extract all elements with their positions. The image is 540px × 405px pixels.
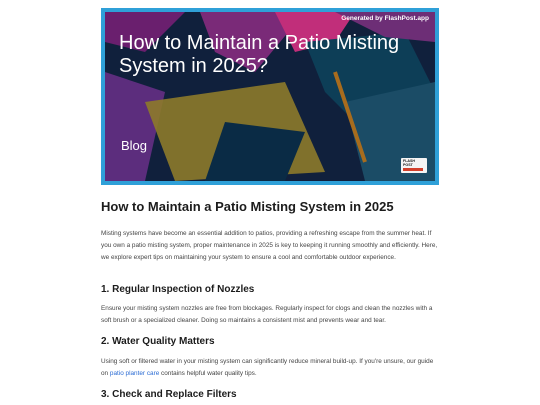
logo-accent-bar [403, 168, 423, 171]
hero-background [105, 12, 435, 181]
article-title: How to Maintain a Patio Misting System in 2025 [101, 199, 394, 214]
section-2-body-start: Using soft or filtered water in your misting system can significantly reduce mineral build-up. If you're unsure, our guide on [101, 358, 434, 377]
article-content [101, 198, 439, 402]
generated-by-label: Generated by FlashPost.app [341, 15, 429, 22]
section-1-body: Ensure your misting system nozzles are free from blockages. Regularly inspect for clogs and clean the nozzles with a soft brush or a specialized cleaner. Doing so maintains a consistent mist and prevents wear and tear. [101, 305, 433, 324]
logo-text-post: POST [403, 163, 413, 167]
patio-planter-care-link[interactable]: patio planter care [109, 370, 160, 377]
article-intro: Misting systems have become an essential addition to patios, providing a refreshing escape from the summer heat. If you own a patio misting system, proper maintenance in 2025 is key to keeping it running smoothly and efficiently. Here, we explore expert tips on maintaining your system to ensure a cool and comfortable outdoor experience. [101, 230, 438, 261]
section-2-heading: 2. Water Quality Matters [101, 336, 215, 347]
section-3-heading: 3. Check and Replace Filters [101, 389, 237, 400]
section-2-body-end: contains helpful water quality tips. [159, 370, 257, 377]
section-1-heading: 1. Regular Inspection of Nozzles [101, 284, 255, 295]
hero-banner [101, 8, 439, 185]
section-2-body [101, 356, 439, 380]
hero-tag: Blog [121, 138, 148, 153]
flashpost-logo [401, 158, 427, 173]
hero-title: How to Maintain a Patio Misting System in 2025? [119, 32, 400, 77]
logo-text-flash: FLASH [403, 159, 415, 163]
